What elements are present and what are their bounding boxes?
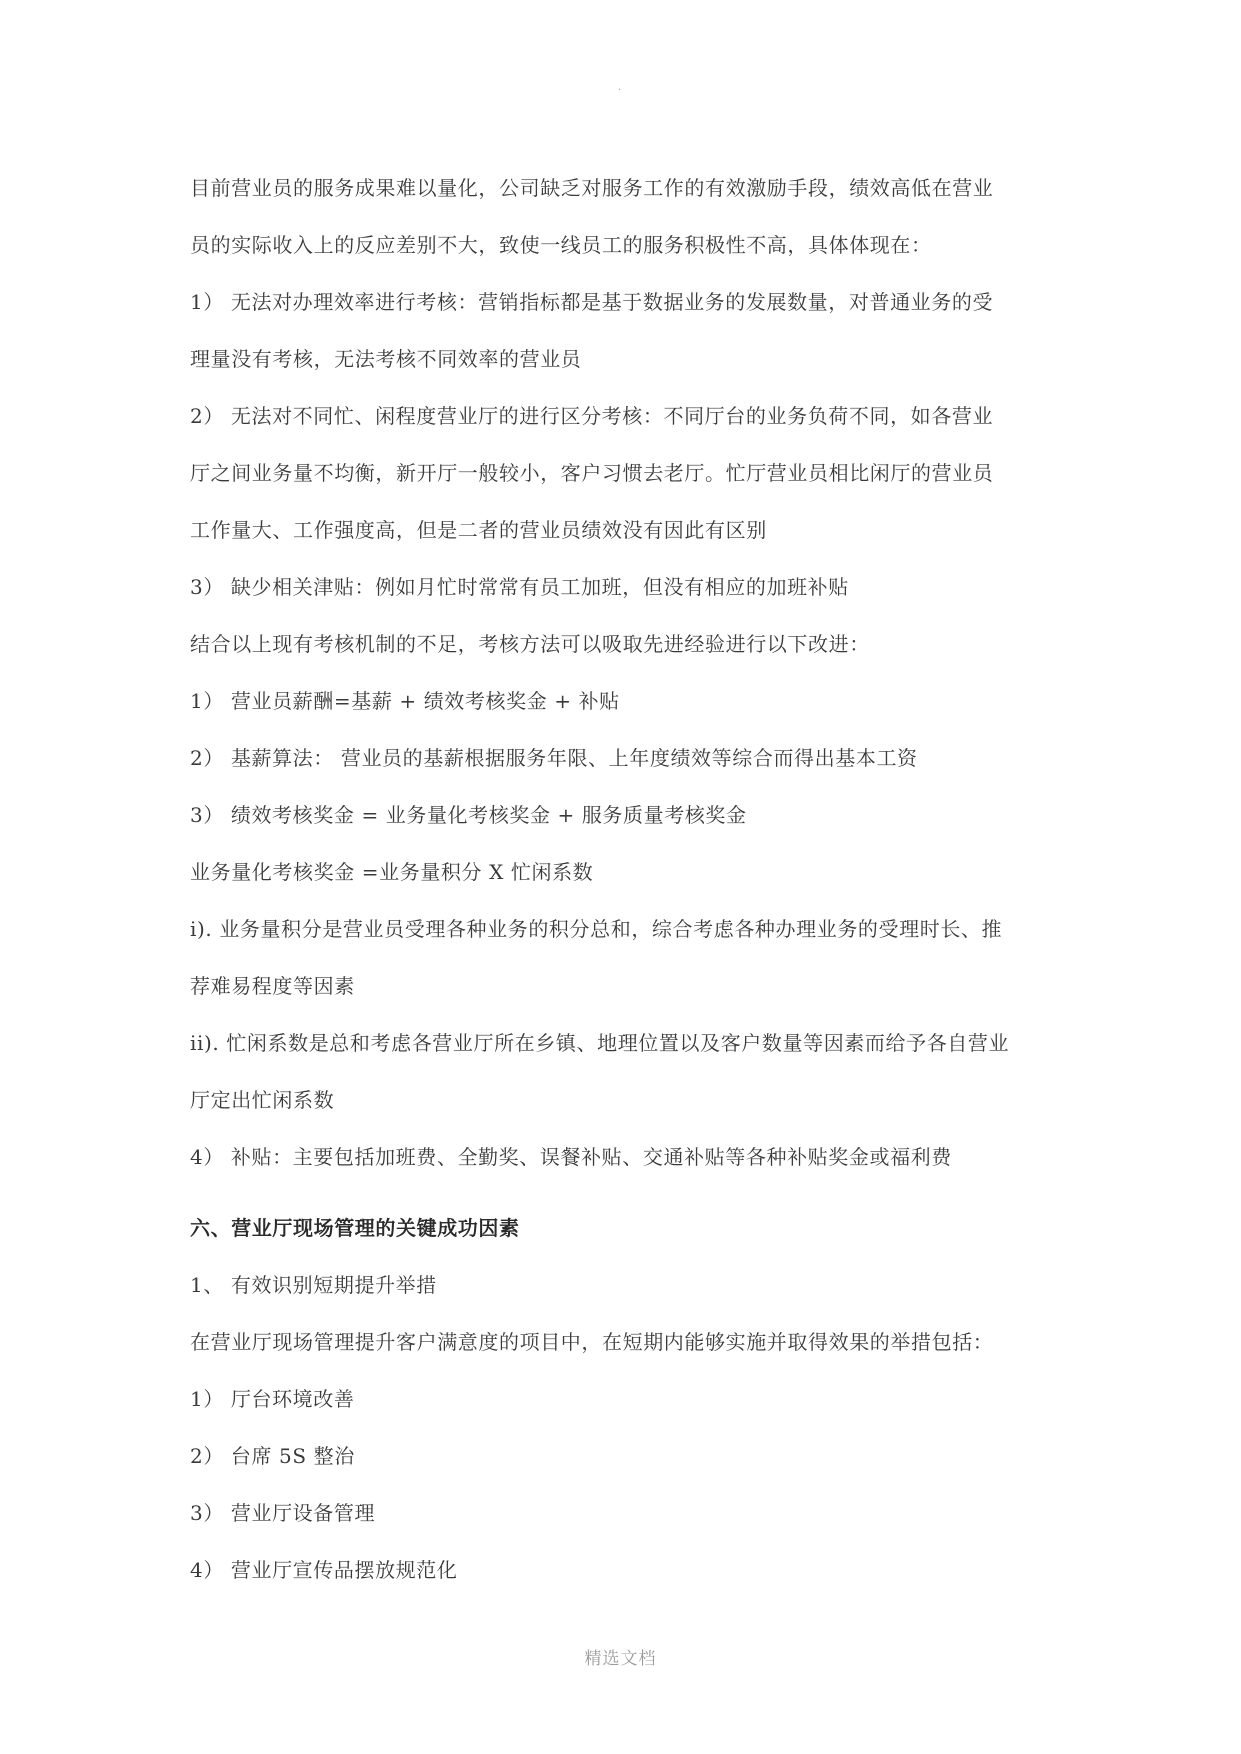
section-line: 2） 台席 5S 整治: [190, 1444, 355, 1468]
paragraph-line: 厅之间业务量不均衡，新开厅一般较小，客户习惯去老厅。忙厅营业员相比闲厅的营业员: [190, 461, 994, 485]
paragraph-line: 目前营业员的服务成果难以量化，公司缺乏对服务工作的有效激励手段，绩效高低在营业: [190, 176, 994, 200]
page-footer: 精选文档: [584, 1649, 657, 1669]
paragraph-line: 结合以上现有考核机制的不足，考核方法可以吸取先进经验进行以下改进：: [190, 632, 870, 656]
paragraph-line: 4） 补贴：主要包括加班费、全勤奖、误餐补贴、交通补贴等各种补贴奖金或福利费: [190, 1145, 952, 1169]
section-line: 3） 营业厅设备管理: [190, 1501, 376, 1525]
paragraph-line: 理量没有考核，无法考核不同效率的营业员: [190, 347, 582, 371]
paragraph-line: 荐难易程度等因素: [190, 974, 355, 998]
section-line: 1、 有效识别短期提升举措: [190, 1273, 437, 1297]
paragraph-line: 厅定出忙闲系数: [190, 1088, 335, 1112]
section-line: 在营业厅现场管理提升客户满意度的项目中，在短期内能够实施并取得效果的举措包括：: [190, 1330, 994, 1354]
paragraph-line: 2） 基薪算法： 营业员的基薪根据服务年限、上年度绩效等综合而得出基本工资: [190, 746, 918, 770]
page-header-mark: .: [618, 82, 622, 93]
section-heading: 六、营业厅现场管理的关键成功因素: [190, 1216, 520, 1240]
paragraph-line: 2） 无法对不同忙、闲程度营业厅的进行区分考核：不同厅台的业务负荷不同，如各营业: [190, 404, 994, 428]
section-line: 1） 厅台环境改善: [190, 1387, 355, 1411]
paragraph-line: 3） 绩效考核奖金 = 业务量化考核奖金 + 服务质量考核奖金: [190, 803, 747, 827]
paragraph-line: 工作量大、工作强度高，但是二者的营业员绩效没有因此有区别: [190, 518, 767, 542]
paragraph-line: 3） 缺少相关津贴：例如月忙时常常有员工加班，但没有相应的加班补贴: [190, 575, 849, 599]
section-line: 4） 营业厅宣传品摆放规范化: [190, 1558, 458, 1582]
paragraph-line: ii). 忙闲系数是总和考虑各营业厅所在乡镇、地理位置以及客户数量等因素而给予各自营业: [190, 1031, 1010, 1055]
paragraph-line: 员的实际收入上的反应差别不大，致使一线员工的服务积极性不高，具体体现在：: [190, 233, 932, 257]
paragraph-line: 业务量化考核奖金 =业务量积分 X 忙闲系数: [190, 860, 594, 884]
paragraph-line: 1） 营业员薪酬=基薪 + 绩效考核奖金 + 补贴: [190, 689, 620, 713]
paragraph-line: i). 业务量积分是营业员受理各种业务的积分总和，综合考虑各种办理业务的受理时长、推: [190, 917, 1003, 941]
paragraph-line: 1） 无法对办理效率进行考核：营销指标都是基于数据业务的发展数量，对普通业务的受: [190, 290, 994, 314]
document-body: [190, 160, 1070, 1599]
